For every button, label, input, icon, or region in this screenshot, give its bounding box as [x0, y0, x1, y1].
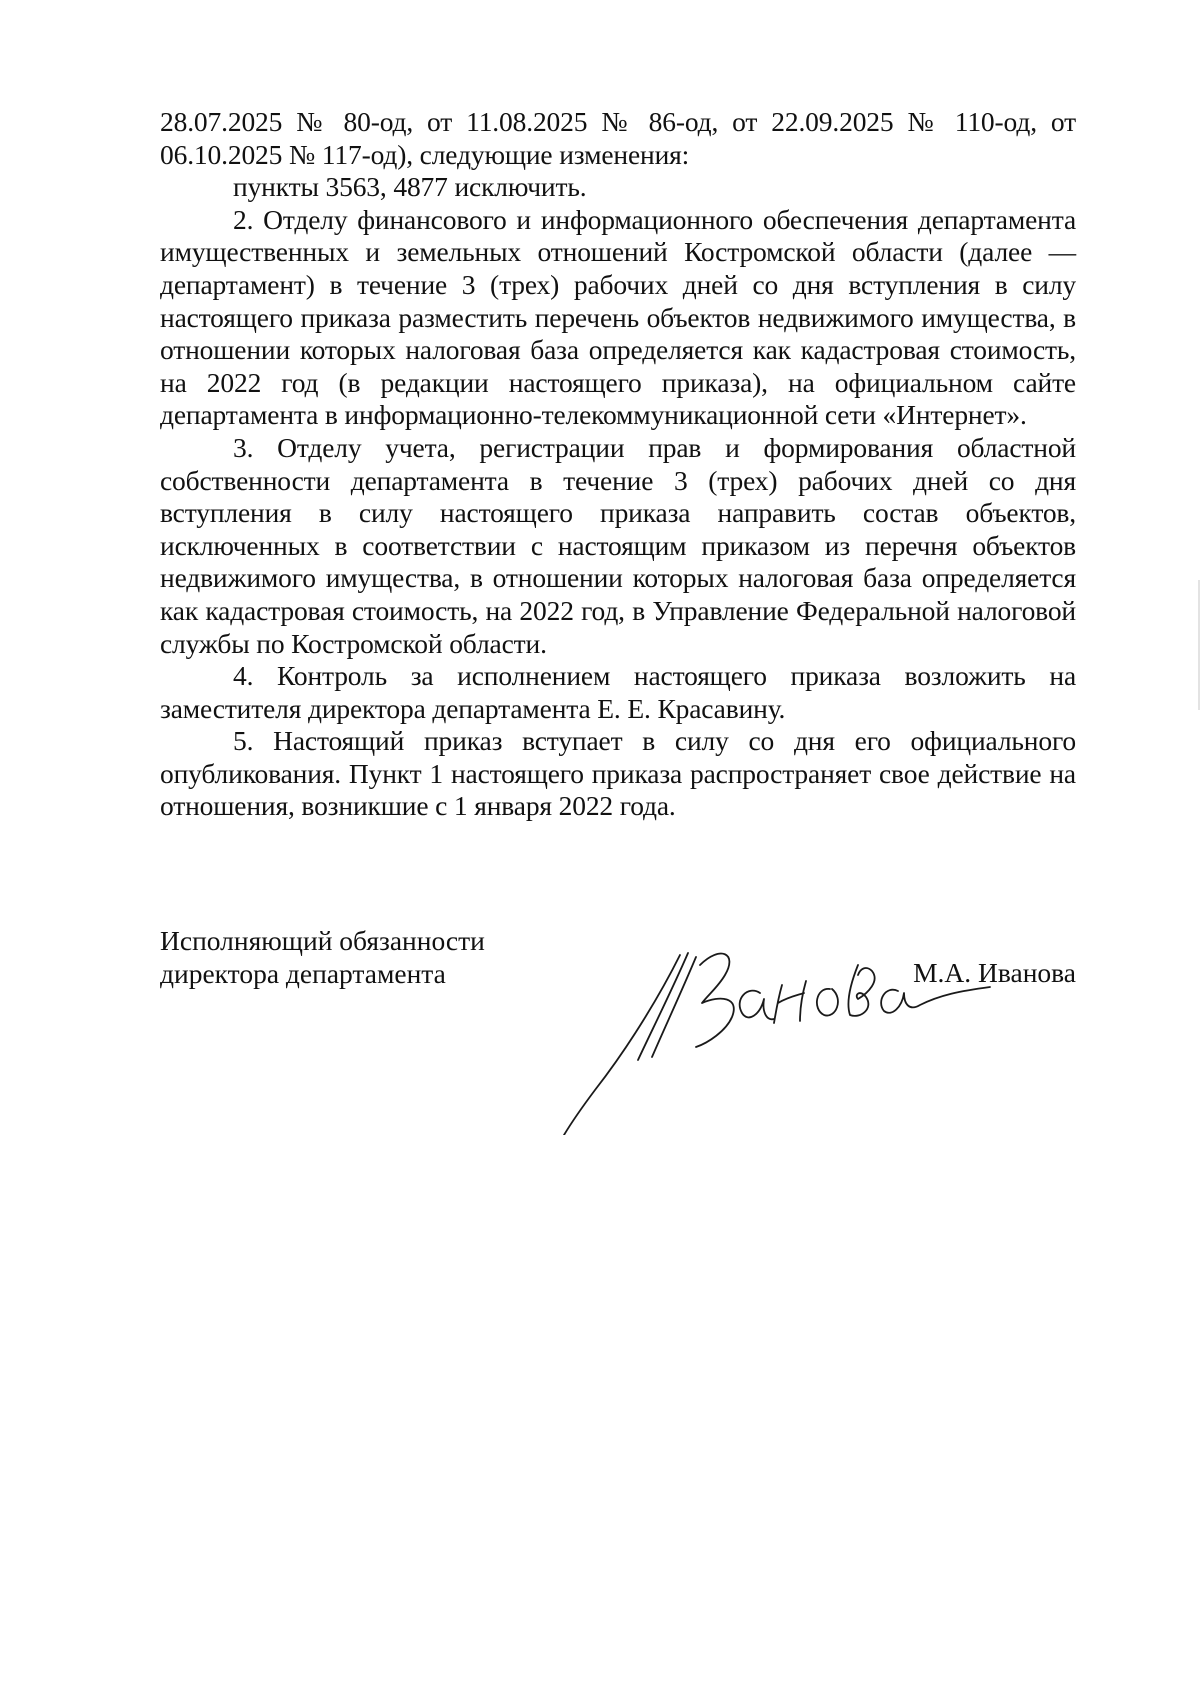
paragraph-item-exclude: пункты 3563, 4877 исключить.	[233, 171, 587, 203]
signatory-title-line-2: директора департамента	[160, 957, 446, 989]
paragraph-continuation: 28.07.2025 № 80-од, от 11.08.2025 № 86-од, от 22.09.2025 № 110-од, от 06.10.2025 № 117-од), следующие изменения:	[160, 106, 1076, 170]
signatory-title	[160, 925, 580, 990]
paragraph-5: 5. Настоящий приказ вступает в силу со дня его официального опубликования. Пункт 1 настоящего приказа распространяет свое действие на отношения, возникшие с 1 января 2022 года.	[160, 725, 1076, 822]
paragraph-3: 3. Отделу учета, регистрации прав и формирования областной собственности департамента в течение 3 (трех) рабочих дней со дня вступления в силу настоящего приказа направить состав объектов, исключенных в соответствии с настоящим приказом из перечня объектов недвижимого имущества, в отношении которых налоговая база определяется как кадастровая стоимость, на 2022 год, в Управление Федеральной налоговой службы по Костромской области.	[160, 431, 1076, 659]
paragraph-4: 4. Контроль за исполнением настоящего приказа возложить на заместителя директора департамента Е. Е. Красавину.	[160, 660, 1076, 724]
paragraph-2: 2. Отделу финансового и информационного обеспечения департамента имущественных и земельных отношений Костромской области (далее — департамент) в течение 3 (трех) рабочих дней со дня вступления в силу настоящего приказа разместить перечень объектов недвижимого имущества, в отношении которых налоговая база определяется как кадастровая стоимость, на 2022 год (в редакции настоящего приказа), на официальном сайте департамента в информационно-телекоммуникационной сети «Интернет».	[160, 203, 1076, 431]
signatory-title-line-1: Исполняющий обязанности	[160, 925, 485, 956]
signature-block	[160, 925, 1076, 1125]
document-body	[160, 106, 1076, 823]
signatory-name: М.А. Иванова	[913, 957, 1076, 988]
